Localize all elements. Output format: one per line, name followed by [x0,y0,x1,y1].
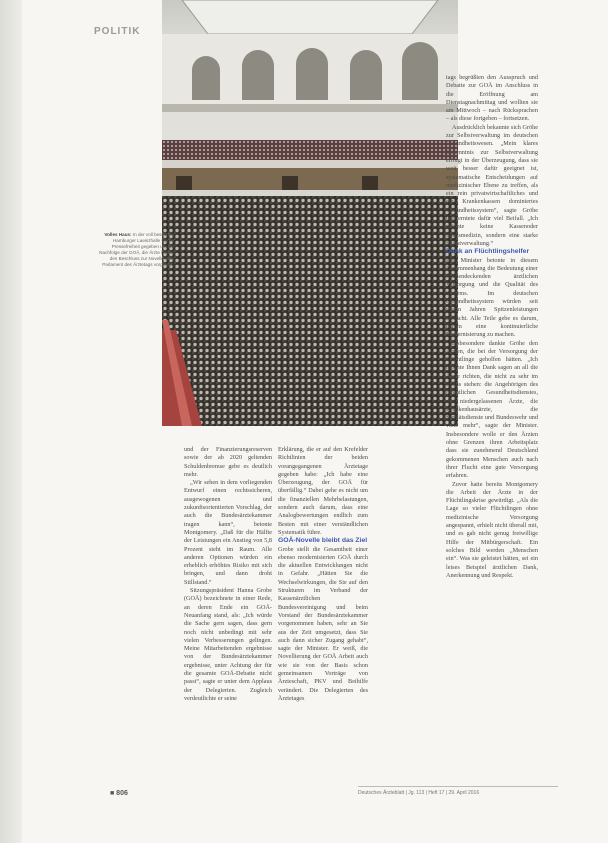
paragraph: Erklärung, die er auf den Krefelder Richtlinien der beiden vorangegangenen Ärztetage gegeben habe: „Ich habe eine Überzeugung, der GOÄ für überfällig.“ Dabei gehe es nicht um die finanziellen Mehrbelastungen, sondern auch darum, dass eine Analogbewertungen endlich zum Besten mit einer verständlichen Systematik führe. [278,446,368,536]
paragraph: Insbesondere dankte Gröhe den Ärzten, die bei der Versorgung der Flüchtlinge geholfen hätten. „Ich möchte Ihnen Dank sagen an all die Ärzte richten, die nicht zu sehr im Fokus stehen: die Angehörigen des öffentlichen Gesundheitsdienstes, die niedergelassenen Ärzte, die Krankenhausärzte, die Sanitätsdienste und Bundeswehr und viele mehr“, sagte der Minister. Insbesondere wolle er den Ärzten ohne Grenzen ihren Arbeitsplatz dass sie zunehmend Deutschland gekommenen Menschen auch nach ihrer Flucht eine gute Versorgung erfahren. [446,339,538,480]
caption-text: In der voll besetzten Hamburger Laeiszhalle wurde Pressefreiheit gegeben um die Nachfolge der GOÄ, die Ärzte hatten den Beschluss zur Novelle dem Parlament des Ärztetags vorgelegt. [99,232,174,267]
paragraph: Sitzungspräsident Hanna Grobe (GOÄ) bezeichnete in einer Rede, an deren Ende ein GOÄ-Neuanfang stand, als: „Ich würde die Sache gern sagen, dass gern noch nicht unbedingt mit sehr vielen Verbesserungen gelingen. Meine Mitarbeitenden ergebnisse von der Bundesärztekammer ergebnisse, unter Achtung der für die gesamte GOÄ-Debatte nicht passt“, sagte er unter dem Applaus der Delegierten. Zugleich verdeutlichte er seine [184,587,272,702]
magazine-page [22,0,608,843]
subheading-goae: GOÄ-Novelle bleibt das Ziel [278,537,368,545]
paragraph: „Wir sehen in dem vorliegenden Entwurf einen rechtssicheren, ausgewogenen und zukunftsorientierten Vorschlag, der auch die Bundesärztekammer tragen kann“, betonte Montgomery. „Daß für die Hälfte der Leistungen ein Anstieg von 5,8 Prozent steht im Raum. Alle anderen Optionen würden ein erheblich erhöhtes Risiko mit sich bringen, und dann droht Stillstand.“ [184,479,272,586]
hall-illustration [162,0,458,426]
text-column-1 [184,446,272,703]
section-label: POLITIK [94,26,141,37]
paragraph: Zuvor hatte bereits Montgomery die Arbeit der Ärzte in der Flüchtlingskrise gewürdigt. „Als die Lage so vieler Flüchtlingen ohne medizinische Versorgung angespannt, erhielt nicht überall mit, und es gab nicht genug freiwillige Hilfe der Mitbürgerschaft. Ein solches Bild werden „Menschen ein“. Was sie geleistet hätten, sei ein leises Beispiel ärztlichen Dank, Anerkennung und Respekt. [446,480,538,579]
subheading-thanks: Dank an Flüchtlingshelfer [446,248,530,256]
photo-caption [94,232,174,268]
paragraph: Ausdrücklich bekannte sich Gröhe zur Selbstverwaltung im deutschen Gesundheitswesen. „Mein klares Bekenntnis zur Selbstverwaltung erfolgt in der Überzeugung, dass sie weit besser dafür geeignet ist, systematische Entscheidungen auf medizinischer Ebene zu treffen, als ein rein privatwirtschaftliches und ein Krankenkassen dominiertes Gesundheitssystem“, sagte Gröhe und erntete dafür viel Beifall. „Ich möchte keine Kassenoder Staatsmedizin, sondern eine starke Selbstverwaltung.“ [446,123,538,247]
paragraph: tags begrüßten den Ausspruch und Debatte zur GOÄ im Anschluss in die Eröffnung am Dienstagnachmittag und wollten sie am Mittwoch – nach Rücksprachen – als diese fortgeben – fortsetzen. [446,74,538,123]
caption-lead: Volles Haus: [104,232,132,237]
paragraph: und der Finanzierungsreserven sowie der ab 2020 geltenden Schuldenbremse gebe es deutlich mehr. [184,446,272,478]
page-number: ■ 806 [110,790,128,797]
footer-rule [358,786,558,787]
text-column-3 [446,74,538,734]
scan-edge [0,0,22,843]
paragraph: Grobe stellt die Gesamtheit einer ebenso modernisierten GOÄ durch die aktuellen Entwicklungen nicht in Gefahr. „Hätten Sie die Wechselwirkungen, die Sie auf den Strukturen im Verband der Kassenärztlichen Bundesvereinigung und beim Vorstand der Bundesärztekammer vorgenommen haben, sehr an Sie aus der Zeit umgesetzt, dass Sie auch dann sicher Zugang gehabt“, sagte der Minister. Er weiß, die Novellierung der GOÄ Arbeit auch wie sie von der Basis schon gemeinsamen Vorträge von Ärzteschaft, PKV und Beihilfe verändert. Die Delegierten des Ärztetages [278,545,368,702]
paragraph: Der Minister betonte in diesem Zusammenhang die Bedeutung einer flächendeckenden ärztlichen Versorgung und die Qualität des Systems. Im deutschen Gesundheitssystem würden seit vielen Jahren Spitzenleistungen erbracht. Alle Teile gebe es darum, darum eine kontinuierliche Modernisierung zu machen. [446,256,538,339]
text-column-2 [278,446,368,703]
journal-footer: Deutsches Ärzteblatt | Jg. 113 | Heft 17 | 29. April 2016 [358,790,480,796]
conference-hall-photo [162,0,458,426]
